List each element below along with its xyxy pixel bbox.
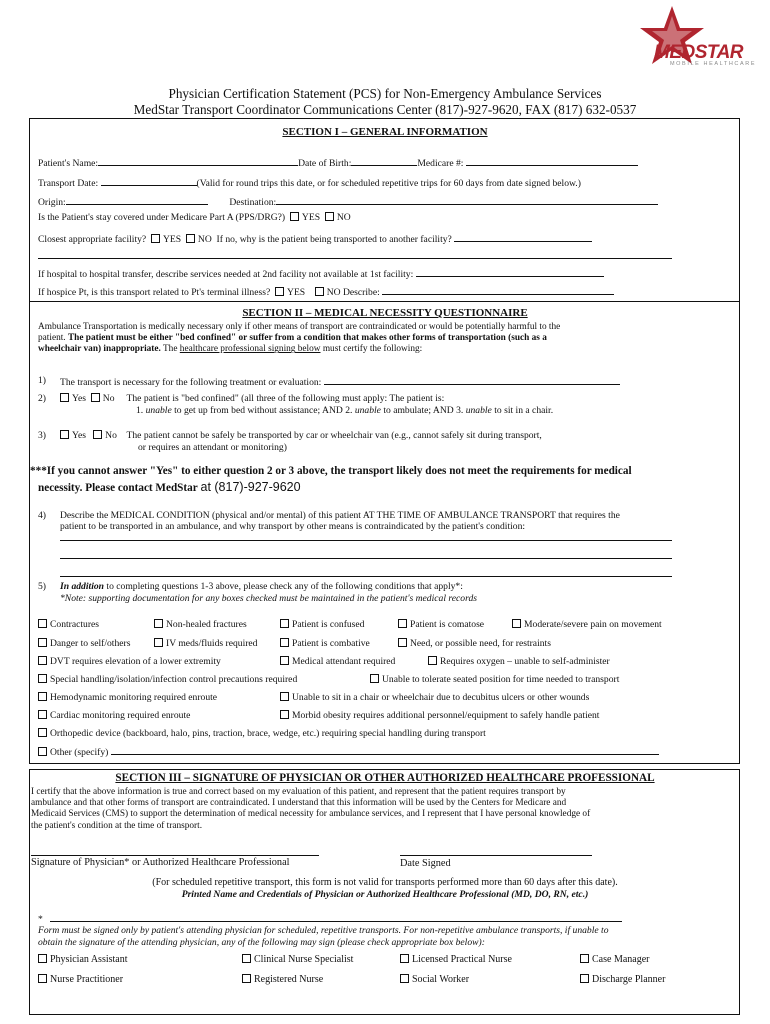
q1-row: The transport is necessary for the following treatment or evaluation: [60,375,620,388]
patient-name-field[interactable] [98,156,298,166]
medicare-field[interactable] [466,156,638,166]
q5-number: 5) [38,581,46,592]
cond-cardiac[interactable]: Cardiac monitoring required enroute [38,710,190,721]
rn-checkbox[interactable] [242,974,251,983]
part-a-no-checkbox[interactable] [325,212,334,221]
warning-line-2: necessity. Please contact MedStar at (817)-927-9620 [38,480,301,494]
signature-line[interactable] [31,855,319,856]
destination-field[interactable] [276,195,658,205]
decubitus-checkbox[interactable] [280,692,289,701]
q4-line-3[interactable] [60,576,672,577]
cond-seated[interactable]: Unable to tolerate seated position for time needed to transport [370,674,619,685]
hospice-no-checkbox[interactable] [315,287,324,296]
dvt-checkbox[interactable] [38,656,47,665]
q5-text: In addition to completing questions 1-3 above, please check any of the following conditions that apply*: [60,581,463,592]
section-1-title: SECTION I – GENERAL INFORMATION [282,126,488,138]
q2-yes-checkbox[interactable] [60,393,69,402]
warning-line-1: ***If you cannot answer "Yes" to either question 2 or 3 above, the transport likely does not meet the requirements for medical [30,465,632,477]
contractures-checkbox[interactable] [38,619,47,628]
signature-label: Signature of Physician* or Authorized Healthcare Professional [31,857,290,868]
footnote-1: Form must be signed only by patient's attending physician for scheduled, repetitive transports. For non-repetitive ambulance transports, if unable to [38,925,609,936]
hospital-transfer-row: If hospital to hospital transfer, describe services needed at 2nd facility not available at 1st facility: [38,267,604,280]
cond-other[interactable]: Other (specify) [38,745,659,758]
transport-date-row: Transport Date: (Valid for round trips this date, or for scheduled repetitive trips for 60 days from date signed below.) [38,178,581,189]
signer-dp[interactable]: Discharge Planner [580,974,665,985]
section-divider [29,301,740,302]
pa-checkbox[interactable] [38,954,47,963]
part-a-row: Is the Patient's stay covered under Medicare Part A (PPS/DRG?) YES NO [38,212,351,223]
q2-row: Yes No The patient is "bed confined" (all three of the following must apply: The patient is: [60,393,444,404]
cns-checkbox[interactable] [242,954,251,963]
cond-combative[interactable]: Patient is combative [280,638,370,649]
origin-row: Origin: Destination: [38,195,658,208]
cond-comatose[interactable]: Patient is comatose [398,619,484,630]
cond-danger[interactable]: Danger to self/others [38,638,130,649]
closest-reason-field[interactable] [454,232,592,242]
cm-checkbox[interactable] [580,954,589,963]
iv-checkbox[interactable] [154,638,163,647]
orthopedic-checkbox[interactable] [38,728,47,737]
seated-checkbox[interactable] [370,674,379,683]
restraints-checkbox[interactable] [398,638,407,647]
q4-text: Describe the MEDICAL CONDITION (physical and/or mental) of this patient AT THE TIME OF AMBULANCE TRANSPORT that requires the [60,510,620,521]
signer-sw[interactable]: Social Worker [400,974,469,985]
q2-number: 2) [38,393,46,404]
cond-hemodynamic[interactable]: Hemodynamic monitoring required enroute [38,692,217,703]
cond-oxygen[interactable]: Requires oxygen – unable to self-administer [428,656,610,667]
printed-name-label: Printed Name and Credentials of Physician or Authorized Healthcare Professional (MD, DO, RN, etc.) [181,889,589,900]
other-specify-field[interactable] [111,745,659,755]
cond-iv[interactable]: IV meds/fluids required [154,638,257,649]
q1-number: 1) [38,375,46,386]
q4-line-2[interactable] [60,558,672,559]
hospice-describe-field[interactable] [382,285,614,295]
cond-orthopedic[interactable]: Orthopedic device (backboard, halo, pins, traction, brace, wedge, etc.) requiring special handling during transport [38,728,486,739]
comatose-checkbox[interactable] [398,619,407,628]
hemodynamic-checkbox[interactable] [38,692,47,701]
q3-yes-checkbox[interactable] [60,430,69,439]
cond-non-healed[interactable]: Non-healed fractures [154,619,247,630]
footnote-2: obtain the signature of the attending physician, any of the following may sign (please check appropriate box below): [38,937,485,948]
other-checkbox[interactable] [38,747,47,756]
confused-checkbox[interactable] [280,619,289,628]
printed-name-field[interactable] [50,912,622,922]
q3-sub: or requires an attendant or monitoring) [138,442,287,453]
cond-decubitus[interactable]: Unable to sit in a chair or wheelchair due to decubitus ulcers or other wounds [280,692,589,703]
hospital-transfer-field[interactable] [416,267,604,277]
hospice-row: If hospice Pt, is this transport related to Pt's terminal illness? YES NO Describe: [38,285,614,298]
q2-sub: 1. unable to get up from bed without assistance; AND 2. unable to ambulate; AND 3. unable to sit in a chair. [136,405,554,416]
q3-row: Yes No The patient cannot be safely be transported by car or wheelchair van (e.g., cannot safely sit during transport, [60,430,542,441]
hospice-yes-checkbox[interactable] [275,287,284,296]
medstar-logo [612,4,762,68]
section-2-intro: Ambulance Transportation is medically necessary only if other means of transport are contraindicated or would be potentially harmful to the patient. The patient must be either "bed confined" or suffer from a condition that makes other forms of transportation (such as a wheelchair van) inappropriate. The healthcare professional signing below must certify the following: [38,322,561,355]
transport-date-field[interactable] [101,176,197,186]
origin-field[interactable] [66,195,208,205]
cond-restraints[interactable]: Need, or possible need, for restraints [398,638,551,649]
q4-number: 4) [38,510,46,521]
cond-isolation[interactable]: Special handling/isolation/infection control precautions required [38,674,297,685]
form-subtitle: MedStar Transport Coordinator Communications Center (817)-927-9620, FAX (817) 632-0537 [133,102,637,117]
danger-checkbox[interactable] [38,638,47,647]
asterisk-row: * [38,912,622,925]
attendant-checkbox[interactable] [280,656,289,665]
cond-attendant[interactable]: Medical attendant required [280,656,395,667]
np-checkbox[interactable] [38,974,47,983]
lpn-checkbox[interactable] [400,954,409,963]
cond-dvt[interactable]: DVT requires elevation of a lower extremity [38,656,221,667]
dp-checkbox[interactable] [580,974,589,983]
pain-checkbox[interactable] [512,619,521,628]
cardiac-checkbox[interactable] [38,710,47,719]
combative-checkbox[interactable] [280,638,289,647]
closest-yes-checkbox[interactable] [151,234,160,243]
signer-lpn[interactable]: Licensed Practical Nurse [400,954,512,965]
form-title: Physician Certification Statement (PCS) for Non-Emergency Ambulance Services [168,86,602,101]
section-2-title: SECTION II – MEDICAL NECESSITY QUESTIONNAIRE [242,307,528,319]
q4-line-1[interactable] [60,540,672,541]
isolation-checkbox[interactable] [38,674,47,683]
date-signed-label: Date Signed [400,858,451,869]
signer-cm[interactable]: Case Manager [580,954,649,965]
cond-contractures[interactable]: Contractures [38,619,99,630]
repetitive-note: (For scheduled repetitive transport, this form is not valid for transports performed more than 60 days after this date). [152,877,618,888]
obesity-checkbox[interactable] [280,710,289,719]
patient-name-row: Patient's Name: Date of Birth: Medicare #: [38,156,638,169]
q1-field[interactable] [324,375,620,385]
signer-pa[interactable]: Physician Assistant [38,954,128,965]
section-3-title: SECTION III – SIGNATURE OF PHYSICIAN OR OTHER AUTHORIZED HEALTHCARE PROFESSIONAL [115,772,655,784]
cond-pain[interactable]: Moderate/severe pain on movement [512,619,662,630]
closest-reason-line-2[interactable] [38,258,672,259]
signer-rn[interactable]: Registered Nurse [242,974,323,985]
q3-no-checkbox[interactable] [93,430,102,439]
closest-facility-row: Closest appropriate facility? YES NO If no, why is the patient being transported to another facility? [38,232,592,245]
q5-note: *Note: supporting documentation for any boxes checked must be maintained in the patient's medical records [60,593,477,604]
sw-checkbox[interactable] [400,974,409,983]
logo-tagline: MOBILE HEALTHCARE [670,61,757,67]
q3-number: 3) [38,430,46,441]
signer-cns[interactable]: Clinical Nurse Specialist [242,954,353,965]
logo-brand: MEDSTAR [654,42,744,63]
dob-field[interactable] [351,156,417,166]
oxygen-checkbox[interactable] [428,656,437,665]
closest-no-checkbox[interactable] [186,234,195,243]
q2-no-checkbox[interactable] [91,393,100,402]
part-a-yes-checkbox[interactable] [290,212,299,221]
date-signed-line[interactable] [400,855,592,856]
certification-text: I certify that the above information is true and correct based on my evaluation of this patient, and represent that the patient requires transport by ambulance and that other forms of transport are contraindicated. I understand that this information will be used by the Centers for Medicare and Medicaid Services (CMS) to support the determination of medical necessity for ambulance services, and I represent that I have personal knowledge of the patient's condition at the time of transport. [31,787,591,831]
cond-obesity[interactable]: Morbid obesity requires additional personnel/equipment to safely handle patient [280,710,599,721]
cond-confused[interactable]: Patient is confused [280,619,364,630]
signer-np[interactable]: Nurse Practitioner [38,974,123,985]
non-healed-checkbox[interactable] [154,619,163,628]
q4-text-2: patient to be transported in an ambulance, and why transport by other means is contraindicated by the patient's condition: [60,521,526,532]
